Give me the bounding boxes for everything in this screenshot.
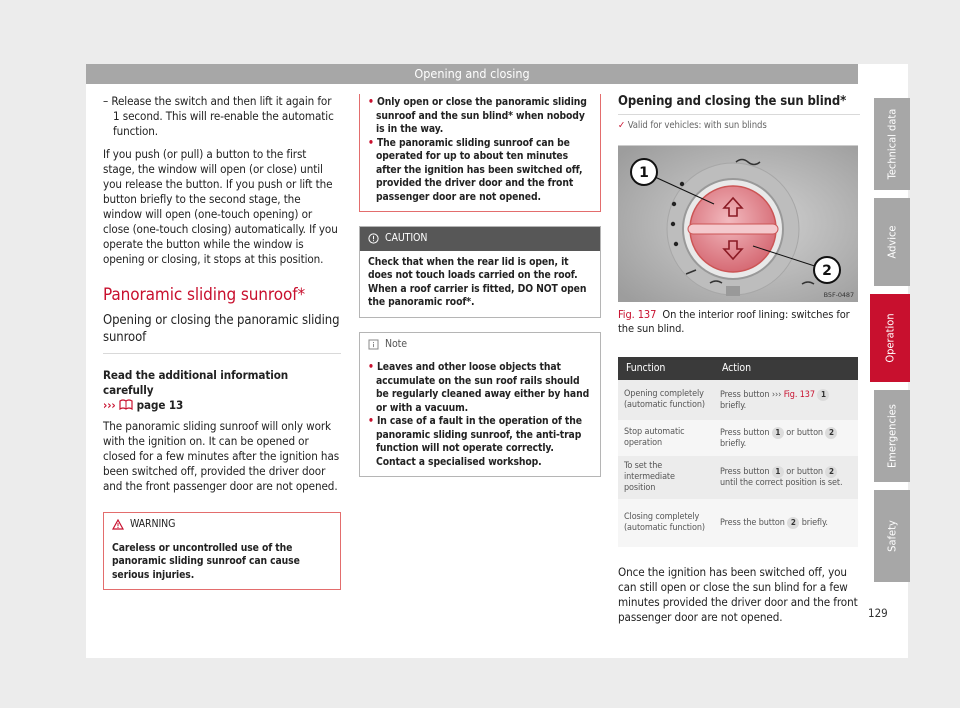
page-header: Opening and closing xyxy=(86,64,858,84)
validity-note: ✓ Valid for vehicles: with sun blinds xyxy=(618,120,767,131)
page-number: 129 xyxy=(868,606,888,620)
read-more: Read the additional information carefully ››› page 13 xyxy=(103,368,289,412)
manual-page xyxy=(86,64,908,658)
check-icon: ✓ xyxy=(618,120,626,131)
note-box xyxy=(359,332,601,478)
sun-blind-switch-illustration xyxy=(618,146,858,302)
column-middle xyxy=(359,94,601,477)
caution-box xyxy=(359,226,601,318)
table-header-row xyxy=(618,357,858,380)
table-header: Action xyxy=(714,357,858,380)
button-number-badge: 2 xyxy=(825,427,837,439)
figure-code: B5F-0487 xyxy=(823,291,854,299)
divider xyxy=(618,114,860,115)
warning-triangle-icon xyxy=(112,519,124,530)
tab-advice[interactable]: Advice xyxy=(874,198,910,286)
body-paragraph: The panoramic sliding sunroof will only work with the ignition on. It can be opened or closed for a few minutes after the ignition has been switched off, provided the driver door and the front passenger door are not opened. xyxy=(103,419,340,493)
button-number-badge: 1 xyxy=(817,389,829,401)
button-number-badge: 2 xyxy=(787,517,799,529)
column-right xyxy=(618,94,860,625)
table-row: Opening completely (automatic function) Press button ››› Fig. 137 1 briefly. xyxy=(618,380,858,420)
button-number-badge: 2 xyxy=(825,466,837,478)
warning-box xyxy=(103,512,341,590)
warning-continued-box xyxy=(359,94,601,212)
book-icon xyxy=(119,399,133,410)
button-number-badge: 1 xyxy=(772,466,784,478)
warning-bullet: • The panoramic sliding sunroof can be operated for up to about ten minutes after the ignition has been switched off, provided the driver door and the front passenger door are not opened. xyxy=(368,137,592,205)
warning-bullet: • Only open or close the panoramic sliding sunroof and the sun blind* when nobody is in the way. xyxy=(368,96,592,137)
tab-safety[interactable]: Safety xyxy=(874,490,910,582)
callout-1: 1 xyxy=(639,165,649,181)
section-title: Panoramic sliding sunroof* xyxy=(103,285,306,305)
table-header: Function xyxy=(618,357,714,380)
subsection-title: Opening or closing the panoramic sliding sunroof xyxy=(103,313,340,345)
divider xyxy=(103,353,341,354)
note-bullet: • Leaves and other loose objects that accumulate on the sun roof rails should be regularly cleaned away either by hand or with a vacuum. xyxy=(368,361,592,415)
dash-list-item: – Release the switch and then lift it again for 1 second. This will re-enable the automatic function. xyxy=(103,94,334,138)
table-row: To set the intermediate position Press button 1 or button 2 until the correct position is set. xyxy=(618,456,858,499)
caution-header: CAUTION xyxy=(360,227,600,251)
callout-2: 2 xyxy=(822,263,832,279)
section-heading: Opening and closing the sun blind* xyxy=(618,94,847,109)
tab-operation[interactable]: Operation xyxy=(870,294,910,382)
intro-paragraph: If you push (or pull) a button to the first stage, the window will open (or close) until you release the button. If you push or lift the button briefly to the second stage, the window will open (one-touch opening) or close (one-touch closing) automatically. If you operate the button while the window is opening or closing, it stops at this position. xyxy=(103,147,338,266)
note-bullet: • In case of a fault in the operation of the panoramic sliding sunroof, the anti-trap function will not operate correctly. Contact a specialised workshop. xyxy=(368,415,592,469)
note-icon xyxy=(368,339,379,350)
caution-icon xyxy=(368,233,379,244)
tab-emergencies[interactable]: Emergencies xyxy=(874,390,910,482)
caution-text: Check that when the rear lid is open, it does not touch loads carried on the roof. When a roof carrier is fitted, DO NOT open the panoramic roof*. xyxy=(368,255,587,308)
table-row: Stop automatic operation Press button 1 or button 2 briefly. xyxy=(618,420,858,456)
figure-image xyxy=(618,145,858,302)
table-row: Closing completely (automatic function) Press the button 2 briefly. xyxy=(618,499,858,547)
warning-text: Careless or uncontrolled use of the panoramic sliding sunroof can cause serious injuries. xyxy=(112,541,300,581)
column-left xyxy=(103,94,341,590)
note-header: Note xyxy=(360,333,600,357)
figure-caption: Fig. 137 On the interior roof lining: switches for the sun blind. xyxy=(618,308,850,335)
function-action-table xyxy=(618,357,858,547)
read-more-link[interactable]: ››› page 13 xyxy=(103,398,184,412)
warning-header: WARNING xyxy=(104,513,340,537)
button-number-badge: 1 xyxy=(772,427,784,439)
figure-reference-link[interactable]: Fig. 137 xyxy=(783,389,815,400)
tab-technical-data[interactable]: Technical data xyxy=(874,98,910,190)
closing-paragraph: Once the ignition has been switched off, you can still open or close the sun blind for a few minutes provided the driver door and the front passenger door are not opened. xyxy=(618,565,858,624)
